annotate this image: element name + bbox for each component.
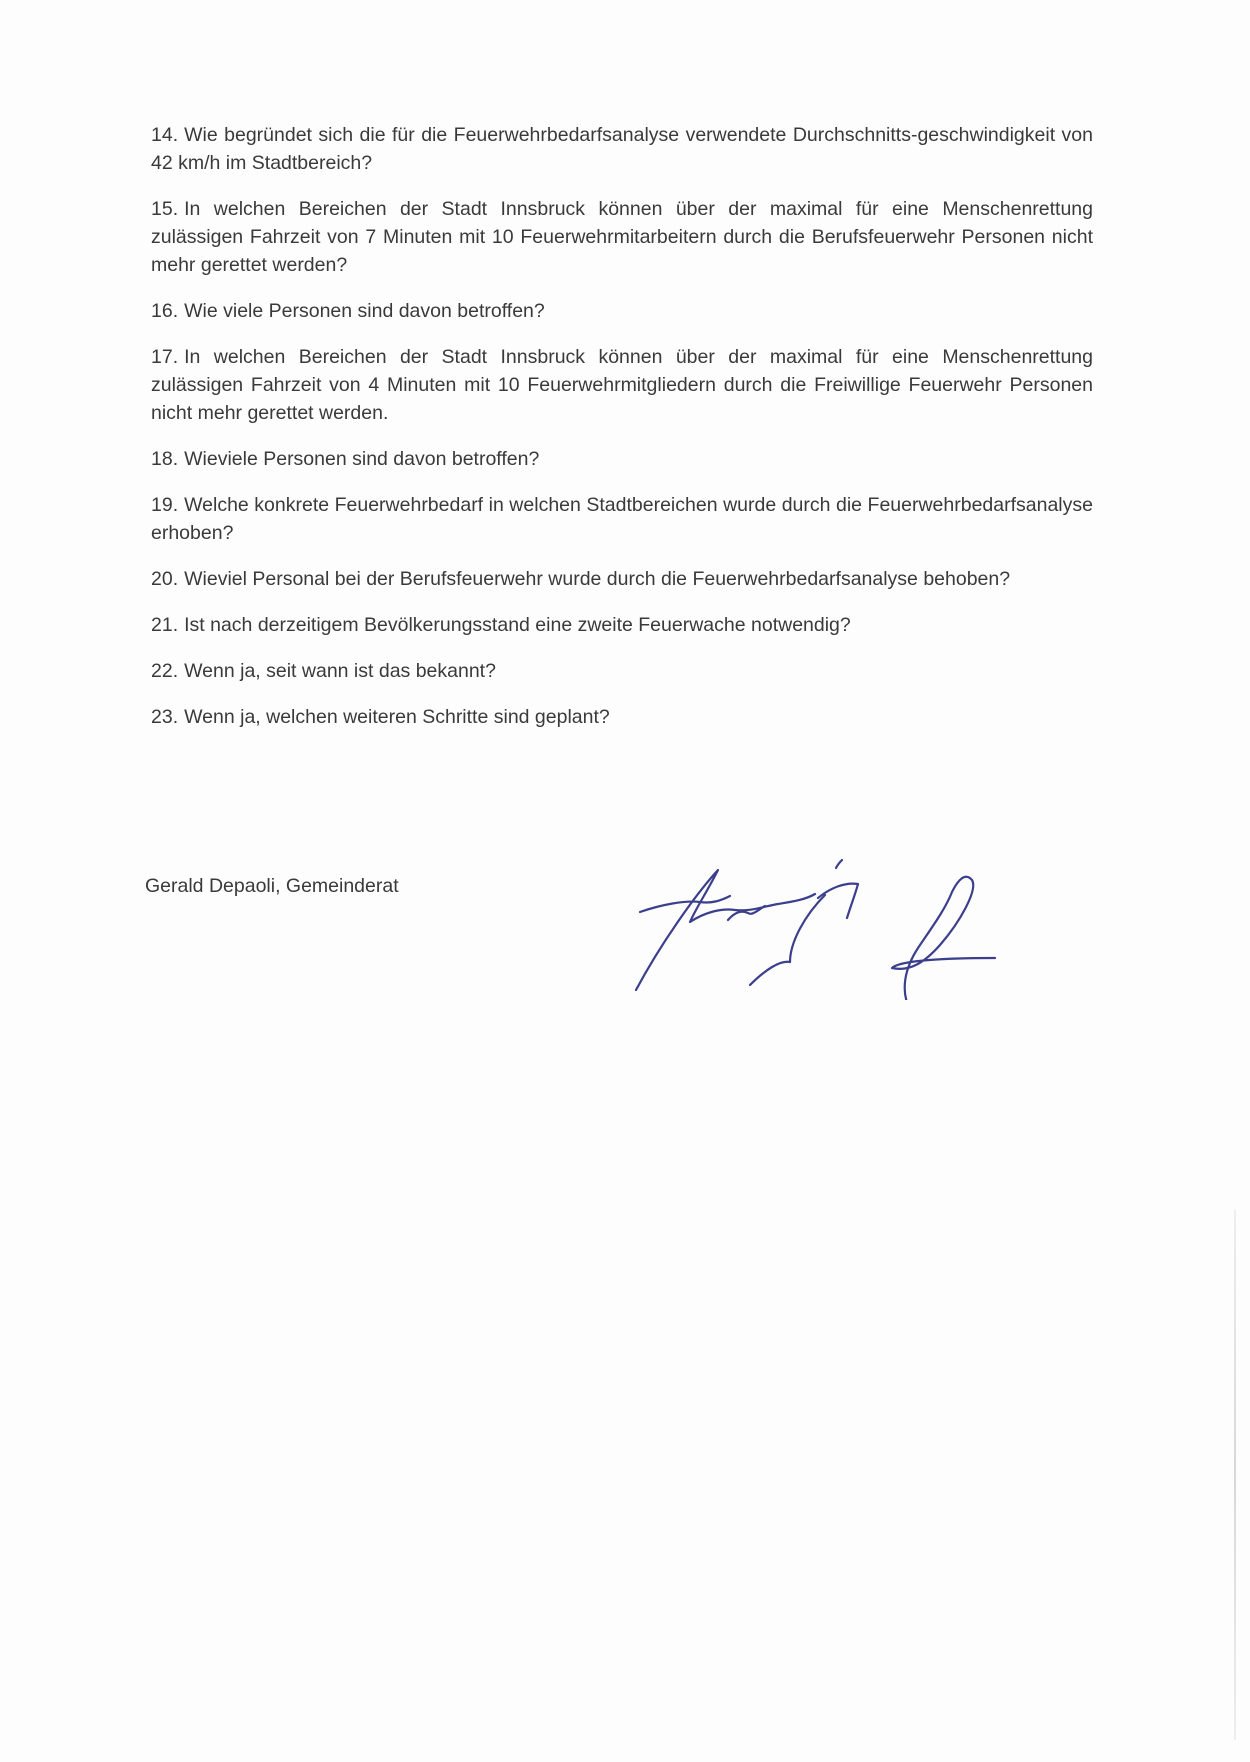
question-item [151,491,1093,547]
question-text: Wenn ja, seit wann ist das bekannt? [184,660,496,682]
question-number: 23. [151,706,179,728]
question-text: Ist nach derzeitigem Bevölkerungsstand eine zweite Feuerwache notwendig? [184,614,851,636]
signature-strokes [636,860,995,1000]
question-text: Wieviele Personen sind davon betroffen? [184,448,540,470]
question-item [151,121,1093,177]
question-list [151,121,1093,749]
question-item [151,195,1093,279]
question-number: 18. [151,448,179,470]
handwritten-signature [600,850,1020,1000]
question-text: Wenn ja, welchen weiteren Schritte sind geplant? [184,706,610,728]
question-number: 14. [151,124,179,146]
question-item [151,703,1093,731]
question-item [151,565,1093,593]
question-text: In welchen Bereichen der Stadt Innsbruck können über der maximal für eine Menschenrettung zulässigen Fahrzeit von 4 Minuten mit 10 Feuerwehrmitgliedern durch die Freiwillige Feuerwehr Personen nicht mehr gerettet werden. [151,346,1093,424]
author-signature-line: Gerald Depaoli, Gemeinderat [145,875,399,897]
question-item [151,445,1093,473]
question-text: Wie begründet sich die für die Feuerwehrbedarfsanalyse verwendete Durchschnitts-geschwindigkeit von 42 km/h im Stadtbereich? [151,124,1093,174]
question-item [151,297,1093,325]
question-item [151,657,1093,685]
question-number: 15. [151,198,179,220]
question-item [151,611,1093,639]
question-number: 22. [151,660,179,682]
question-text: In welchen Bereichen der Stadt Innsbruck können über der maximal für eine Menschenrettung zulässigen Fahrzeit von 7 Minuten mit 10 Feuerwehrmitarbeitern durch die Berufsfeuerwehr Personen nicht mehr gerettet werden? [151,198,1093,276]
question-text: Wieviel Personal bei der Berufsfeuerwehr wurde durch die Feuerwehrbedarfsanalyse behoben? [184,568,1011,590]
scan-edge-artifact [1234,1210,1236,1740]
question-number: 19. [151,494,179,516]
question-text: Welche konkrete Feuerwehrbedarf in welchen Stadtbereichen wurde durch die Feuerwehrbedarfsanalyse erhoben? [151,494,1093,544]
question-number: 20. [151,568,179,590]
question-item [151,343,1093,427]
question-text: Wie viele Personen sind davon betroffen? [184,300,545,322]
question-number: 17. [151,346,179,368]
question-number: 21. [151,614,179,636]
question-number: 16. [151,300,179,322]
